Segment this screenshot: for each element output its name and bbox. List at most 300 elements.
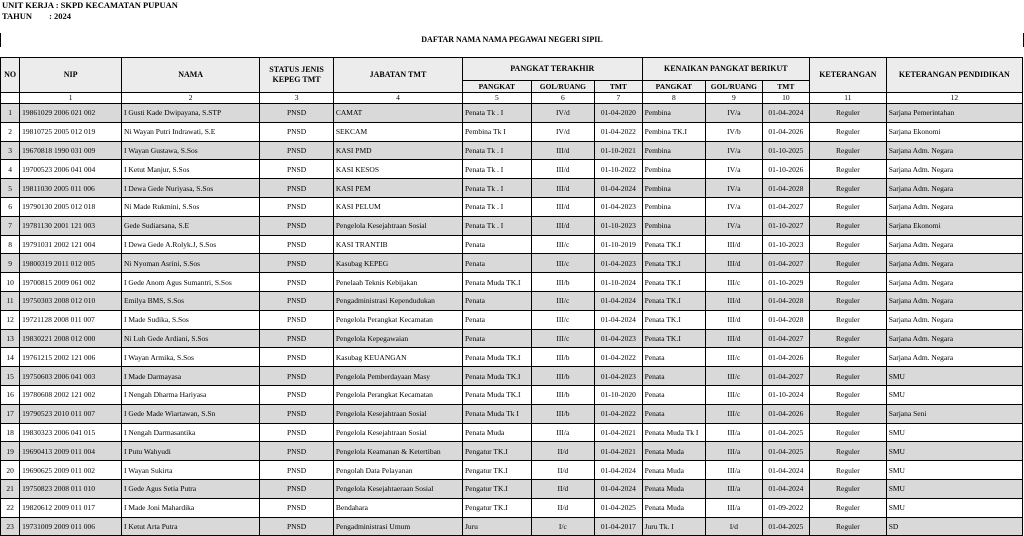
row-gol-ruang-cell: III/d (531, 179, 595, 198)
column-number-cell: 6 (531, 93, 595, 104)
row-no-cell: 22 (1, 498, 20, 517)
row-nip-cell: 19780608 2002 121 002 (20, 385, 122, 404)
row-no-cell: 21 (1, 479, 20, 498)
row-status-cell: PNSD (260, 273, 334, 292)
row-pangkat-berikut-cell: Penata TK.I (642, 254, 706, 273)
row-nama-cell: Ni Made Rukmini, S.Sos (122, 197, 260, 216)
row-nip-cell: 19820612 2009 011 017 (20, 498, 122, 517)
row-pangkat-berikut-cell: Penata TK.I (642, 273, 706, 292)
table-row (1, 179, 1023, 198)
row-ket-pendidikan-cell: Sarjana Adm. Negara (886, 141, 1022, 160)
row-gol-ruang-berikut-cell: IV/a (706, 160, 762, 179)
row-pangkat-berikut-cell: Penata (642, 385, 706, 404)
row-keterangan-cell: Reguler (810, 122, 887, 141)
row-nama-cell: I Nengah Dharma Hariyasa (122, 385, 260, 404)
col-kenaikan-header: KENAIKAN PANGKAT BERIKUT (642, 58, 809, 81)
row-no-cell: 8 (1, 235, 20, 254)
row-no-cell: 2 (1, 122, 20, 141)
row-ket-pendidikan-cell: SMU (886, 479, 1022, 498)
row-no-cell: 4 (1, 160, 20, 179)
row-gol-ruang-berikut-cell: III/a (706, 423, 762, 442)
row-nip-cell: 19750603 2006 041 003 (20, 367, 122, 386)
row-ket-pendidikan-cell: Sarjana Adm. Negara (886, 235, 1022, 254)
row-nama-cell: I Wayan Sukirta (122, 461, 260, 480)
row-nip-cell: 19700523 2006 041 004 (20, 160, 122, 179)
row-tmt-cell: 01-04-2023 (595, 329, 642, 348)
column-number-cell: 9 (706, 93, 762, 104)
row-nip-cell: 19750303 2008 012 010 (20, 291, 122, 310)
row-gol-ruang-berikut-cell: III/d (706, 329, 762, 348)
row-no-cell: 19 (1, 442, 20, 461)
row-tmt-berikut-cell: 01-04-2027 (762, 254, 809, 273)
row-ket-pendidikan-cell: Sarjana Ekonomi (886, 122, 1022, 141)
row-keterangan-cell: Reguler (810, 197, 887, 216)
row-gol-ruang-cell: II/d (531, 498, 595, 517)
row-gol-ruang-cell: II/d (531, 442, 595, 461)
row-tmt-cell: 01-10-2019 (595, 235, 642, 254)
row-gol-ruang-berikut-cell: I/d (706, 517, 762, 536)
row-no-cell: 13 (1, 329, 20, 348)
column-number-cell: 10 (762, 93, 809, 104)
page-title: DAFTAR NAMA NAMA PEGAWAI NEGERI SIPIL (421, 35, 603, 44)
row-nama-cell: Ni Wayan Putri Indrawati, S.E (122, 122, 260, 141)
row-gol-ruang-berikut-cell: III/c (706, 404, 762, 423)
column-number-cell: 5 (463, 93, 532, 104)
row-gol-ruang-berikut-cell: III/d (706, 291, 762, 310)
row-ket-pendidikan-cell: Sarjana Seni (886, 404, 1022, 423)
table-body (1, 104, 1023, 536)
row-keterangan-cell: Reguler (810, 329, 887, 348)
row-status-cell: PNSD (260, 423, 334, 442)
row-nip-cell: 19830221 2008 012 000 (20, 329, 122, 348)
row-keterangan-cell: Reguler (810, 498, 887, 517)
row-status-cell: PNSD (260, 385, 334, 404)
row-gol-ruang-cell: III/b (531, 348, 595, 367)
row-status-cell: PNSD (260, 141, 334, 160)
row-nama-cell: I Gede Agus Setia Putra (122, 479, 260, 498)
table-row (1, 104, 1023, 123)
row-tmt-cell: 01-04-2022 (595, 122, 642, 141)
row-pangkat-berikut-cell: Pembina TK.I (642, 122, 706, 141)
row-tmt-berikut-cell: 01-04-2028 (762, 179, 809, 198)
table-row (1, 160, 1023, 179)
row-tmt-berikut-cell: 01-10-2024 (762, 385, 809, 404)
row-nip-cell: 19790130 2005 012 018 (20, 197, 122, 216)
row-tmt-cell: 01-10-2023 (595, 216, 642, 235)
row-nip-cell: 19811030 2005 011 006 (20, 179, 122, 198)
row-status-cell: PNSD (260, 235, 334, 254)
row-tmt-cell: 01-04-2024 (595, 291, 642, 310)
row-nip-cell: 19761215 2002 121 006 (20, 348, 122, 367)
row-jabatan-cell: Pengelola Keamanan & Ketertiban (333, 442, 462, 461)
row-pangkat-berikut-cell: Penata TK.I (642, 310, 706, 329)
row-pangkat-cell: Penata Muda TK.I (463, 385, 532, 404)
row-jabatan-cell: Pengelola Perangkat Kecamatan (333, 385, 462, 404)
row-keterangan-cell: Reguler (810, 348, 887, 367)
row-pangkat-berikut-cell: Penata Muda Tk I (642, 423, 706, 442)
column-number-cell: 4 (333, 93, 462, 104)
table-row (1, 216, 1023, 235)
column-number-cell: 1 (20, 93, 122, 104)
row-pangkat-cell: Pengatur TK.I (463, 461, 532, 480)
row-jabatan-cell: KASI TRANTIB (333, 235, 462, 254)
row-nip-cell: 19690413 2009 011 004 (20, 442, 122, 461)
col-pangkat-header: PANGKAT (463, 81, 532, 93)
row-status-cell: PNSD (260, 310, 334, 329)
row-no-cell: 3 (1, 141, 20, 160)
row-pangkat-cell: Penata Tk . I (463, 141, 532, 160)
column-number-cell: 7 (595, 93, 642, 104)
row-no-cell: 6 (1, 197, 20, 216)
row-keterangan-cell: Reguler (810, 216, 887, 235)
row-jabatan-cell: Pengolah Data Pelayanan (333, 461, 462, 480)
col-status-header: STATUS JENIS KEPEG TMT (260, 58, 334, 93)
row-status-cell: PNSD (260, 348, 334, 367)
row-gol-ruang-berikut-cell: IV/b (706, 122, 762, 141)
row-tmt-cell: 01-10-2021 (595, 141, 642, 160)
row-no-cell: 20 (1, 461, 20, 480)
col-tmt2-header: TMT (762, 81, 809, 93)
row-nip-cell: 19721128 2008 011 007 (20, 310, 122, 329)
row-no-cell: 16 (1, 385, 20, 404)
row-status-cell: PNSD (260, 479, 334, 498)
row-nama-cell: I Nengah Darmasantika (122, 423, 260, 442)
row-status-cell: PNSD (260, 498, 334, 517)
row-tmt-cell: 01-04-2020 (595, 104, 642, 123)
row-jabatan-cell: Kasubag KEUANGAN (333, 348, 462, 367)
row-jabatan-cell: Pengelola Kesejahtraan Sosial (333, 404, 462, 423)
row-nama-cell: I Gede Made Wiartawan, S.Sn (122, 404, 260, 423)
row-pangkat-cell: Penata (463, 329, 532, 348)
row-tmt-berikut-cell: 01-04-2027 (762, 367, 809, 386)
row-status-cell: PNSD (260, 179, 334, 198)
row-nip-cell: 19731009 2009 011 006 (20, 517, 122, 536)
row-tmt-cell: 01-04-2024 (595, 479, 642, 498)
row-tmt-berikut-cell: 01-10-2026 (762, 160, 809, 179)
row-keterangan-cell: Reguler (810, 442, 887, 461)
row-gol-ruang-cell: IV/d (531, 104, 595, 123)
row-status-cell: PNSD (260, 442, 334, 461)
row-ket-pendidikan-cell: Sarjana Pemerintahan (886, 104, 1022, 123)
row-jabatan-cell: KASI PMD (333, 141, 462, 160)
row-gol-ruang-cell: III/a (531, 423, 595, 442)
row-keterangan-cell: Reguler (810, 479, 887, 498)
row-keterangan-cell: Reguler (810, 310, 887, 329)
row-keterangan-cell: Reguler (810, 517, 887, 536)
row-tmt-cell: 01-10-2022 (595, 160, 642, 179)
row-pangkat-cell: Penata Tk . I (463, 179, 532, 198)
row-gol-ruang-berikut-cell: III/c (706, 273, 762, 292)
row-jabatan-cell: KASI PEM (333, 179, 462, 198)
row-tmt-berikut-cell: 01-04-2025 (762, 517, 809, 536)
row-pangkat-cell: Penata (463, 235, 532, 254)
table-row (1, 141, 1023, 160)
row-jabatan-cell: Pengelola Kesejahtraan Sosial (333, 423, 462, 442)
row-gol-ruang-berikut-cell: III/d (706, 235, 762, 254)
row-keterangan-cell: Reguler (810, 179, 887, 198)
row-jabatan-cell: Pengelola Pemberdayaan Masy (333, 367, 462, 386)
row-no-cell: 15 (1, 367, 20, 386)
row-nip-cell: 19861029 2006 021 002 (20, 104, 122, 123)
row-keterangan-cell: Reguler (810, 461, 887, 480)
row-ket-pendidikan-cell: Sarjana Ekonomi (886, 216, 1022, 235)
col-no-header: NO (1, 58, 20, 93)
row-keterangan-cell: Reguler (810, 254, 887, 273)
row-ket-pendidikan-cell: Sarjana Adm. Negara (886, 160, 1022, 179)
row-tmt-berikut-cell: 01-10-2029 (762, 273, 809, 292)
row-nama-cell: I Dewa Gede Nuriyasa, S.Sos (122, 179, 260, 198)
row-tmt-berikut-cell: 01-04-2028 (762, 291, 809, 310)
row-pangkat-berikut-cell: Pembina (642, 160, 706, 179)
column-number-cell: 11 (810, 93, 887, 104)
row-jabatan-cell: Pengelola Kesejahtraan Sosial (333, 216, 462, 235)
row-nip-cell: 19670818 1990 031 009 (20, 141, 122, 160)
column-number-cell: 2 (122, 93, 260, 104)
column-number-cell: 8 (642, 93, 706, 104)
row-gol-ruang-berikut-cell: III/a (706, 479, 762, 498)
row-nama-cell: Ni Luh Gede Ardiani, S.Sos (122, 329, 260, 348)
row-status-cell: PNSD (260, 254, 334, 273)
table-row (1, 235, 1023, 254)
row-nama-cell: I Gusti Kade Dwipayana, S.STP (122, 104, 260, 123)
row-gol-ruang-cell: III/d (531, 160, 595, 179)
row-gol-ruang-berikut-cell: III/d (706, 310, 762, 329)
row-gol-ruang-berikut-cell: IV/a (706, 197, 762, 216)
row-tmt-berikut-cell: 01-10-2023 (762, 235, 809, 254)
row-no-cell: 14 (1, 348, 20, 367)
col-keterangan-header: KETERANGAN (810, 58, 887, 93)
row-tmt-cell: 01-04-2023 (595, 367, 642, 386)
row-no-cell: 9 (1, 254, 20, 273)
row-ket-pendidikan-cell: SMU (886, 385, 1022, 404)
row-pangkat-cell: Juru (463, 517, 532, 536)
row-no-cell: 10 (1, 273, 20, 292)
row-ket-pendidikan-cell: SMU (886, 498, 1022, 517)
row-gol-ruang-cell: I/c (531, 517, 595, 536)
col-nama-header: NAMA (122, 58, 260, 93)
row-keterangan-cell: Reguler (810, 423, 887, 442)
row-tmt-berikut-cell: 01-04-2028 (762, 310, 809, 329)
row-tmt-cell: 01-04-2021 (595, 423, 642, 442)
row-gol-ruang-berikut-cell: III/a (706, 461, 762, 480)
col-gol-ruang2-header: GOL/RUANG (706, 81, 762, 93)
row-pangkat-cell: Pengatur TK.I (463, 498, 532, 517)
row-pangkat-cell: Penata (463, 291, 532, 310)
row-pangkat-berikut-cell: Penata Muda (642, 498, 706, 517)
table-row (1, 348, 1023, 367)
row-ket-pendidikan-cell: Sarjana Adm. Negara (886, 273, 1022, 292)
row-tmt-berikut-cell: 01-04-2026 (762, 122, 809, 141)
row-pangkat-cell: Pembina Tk I (463, 122, 532, 141)
row-ket-pendidikan-cell: SMU (886, 367, 1022, 386)
row-tmt-berikut-cell: 01-04-2026 (762, 348, 809, 367)
row-gol-ruang-berikut-cell: III/a (706, 442, 762, 461)
row-status-cell: PNSD (260, 367, 334, 386)
row-nama-cell: I Made Joni Mahardika (122, 498, 260, 517)
table-row (1, 442, 1023, 461)
row-no-cell: 12 (1, 310, 20, 329)
row-keterangan-cell: Reguler (810, 367, 887, 386)
row-tmt-cell: 01-04-2024 (595, 310, 642, 329)
row-tmt-berikut-cell: 01-04-2027 (762, 197, 809, 216)
column-number-cell (1, 93, 20, 104)
row-nip-cell: 19700815 2009 061 002 (20, 273, 122, 292)
row-jabatan-cell: KASI PELUM (333, 197, 462, 216)
row-no-cell: 11 (1, 291, 20, 310)
row-ket-pendidikan-cell: SD (886, 517, 1022, 536)
tahun-label: TAHUN : 2024 (2, 11, 72, 21)
row-status-cell: PNSD (260, 216, 334, 235)
row-pangkat-berikut-cell: Penata (642, 348, 706, 367)
table-row (1, 197, 1023, 216)
column-number-row (1, 93, 1023, 104)
row-keterangan-cell: Reguler (810, 404, 887, 423)
row-keterangan-cell: Reguler (810, 104, 887, 123)
row-nama-cell: I Putu Wahyudi (122, 442, 260, 461)
col-ket-pendidikan-header: KETERANGAN PENDIDIKAN (886, 58, 1022, 93)
row-tmt-cell: 01-10-2020 (595, 385, 642, 404)
row-gol-ruang-berikut-cell: III/d (706, 254, 762, 273)
row-pangkat-berikut-cell: Pembina (642, 141, 706, 160)
row-tmt-cell: 01-04-2024 (595, 179, 642, 198)
row-nama-cell: Gede Sudiarsana, S.E (122, 216, 260, 235)
row-gol-ruang-berikut-cell: IV/a (706, 141, 762, 160)
row-gol-ruang-cell: III/b (531, 404, 595, 423)
row-pangkat-cell: Pengatur TK.I (463, 479, 532, 498)
row-jabatan-cell: Pengadministrasi Umum (333, 517, 462, 536)
row-jabatan-cell: Penelaah Teknis Kebijakan (333, 273, 462, 292)
row-tmt-berikut-cell: 01-04-2026 (762, 404, 809, 423)
row-keterangan-cell: Reguler (810, 291, 887, 310)
col-jabatan-header: JABATAN TMT (333, 58, 462, 93)
table-row (1, 423, 1023, 442)
row-gol-ruang-cell: II/d (531, 461, 595, 480)
row-nama-cell: I Gede Anom Agus Sumantri, S.Sos (122, 273, 260, 292)
table-row (1, 329, 1023, 348)
row-ket-pendidikan-cell: Sarjana Adm. Negara (886, 310, 1022, 329)
row-tmt-cell: 01-04-2022 (595, 404, 642, 423)
row-nip-cell: 19791031 2002 121 004 (20, 235, 122, 254)
row-gol-ruang-cell: III/c (531, 254, 595, 273)
table-row (1, 385, 1023, 404)
row-nip-cell: 19800319 2011 012 005 (20, 254, 122, 273)
row-pangkat-berikut-cell: Penata Muda (642, 442, 706, 461)
row-nama-cell: Emilya BMS, S.Sos (122, 291, 260, 310)
row-gol-ruang-cell: III/c (531, 310, 595, 329)
row-pangkat-berikut-cell: Pembina (642, 104, 706, 123)
row-keterangan-cell: Reguler (810, 160, 887, 179)
row-keterangan-cell: Reguler (810, 385, 887, 404)
row-gol-ruang-cell: III/b (531, 273, 595, 292)
row-tmt-berikut-cell: 01-09-2022 (762, 498, 809, 517)
row-pangkat-cell: Pengatur TK.I (463, 442, 532, 461)
row-gol-ruang-cell: III/c (531, 235, 595, 254)
row-gol-ruang-cell: III/b (531, 385, 595, 404)
row-ket-pendidikan-cell: Sarjana Adm. Negara (886, 329, 1022, 348)
row-nama-cell: I Wayan Gustawa, S.Sos (122, 141, 260, 160)
table-row (1, 367, 1023, 386)
row-gol-ruang-berikut-cell: III/a (706, 498, 762, 517)
row-gol-ruang-berikut-cell: III/c (706, 348, 762, 367)
row-nama-cell: I Ketut Manjur, S.Sos (122, 160, 260, 179)
row-nama-cell: I Dewa Gede A.Rolyk.J, S.Sos (122, 235, 260, 254)
row-jabatan-cell: Pengelola Kepegawaian (333, 329, 462, 348)
table-row (1, 461, 1023, 480)
row-tmt-berikut-cell: 01-04-2024 (762, 479, 809, 498)
row-nip-cell: 19750823 2008 011 010 (20, 479, 122, 498)
row-pangkat-cell: Penata (463, 254, 532, 273)
row-no-cell: 7 (1, 216, 20, 235)
row-tmt-cell: 01-04-2025 (595, 498, 642, 517)
table-row (1, 404, 1023, 423)
row-status-cell: PNSD (260, 197, 334, 216)
col-tmt-header: TMT (595, 81, 642, 93)
row-gol-ruang-berikut-cell: III/c (706, 385, 762, 404)
row-keterangan-cell: Reguler (810, 273, 887, 292)
row-keterangan-cell: Reguler (810, 235, 887, 254)
row-status-cell: PNSD (260, 517, 334, 536)
row-tmt-cell: 01-04-2023 (595, 254, 642, 273)
row-gol-ruang-cell: IV/d (531, 122, 595, 141)
col-nip-header: NIP (20, 58, 122, 93)
row-tmt-berikut-cell: 01-10-2025 (762, 141, 809, 160)
row-gol-ruang-berikut-cell: IV/a (706, 179, 762, 198)
row-pangkat-berikut-cell: Penata Muda (642, 479, 706, 498)
row-gol-ruang-berikut-cell: IV/a (706, 104, 762, 123)
row-ket-pendidikan-cell: Sarjana Adm. Negara (886, 197, 1022, 216)
col-pangkat2-header: PANGKAT (642, 81, 706, 93)
row-tmt-berikut-cell: 01-04-2025 (762, 423, 809, 442)
row-nama-cell: I Made Sudika, S.Sos (122, 310, 260, 329)
row-pangkat-berikut-cell: Penata TK.I (642, 329, 706, 348)
row-status-cell: PNSD (260, 404, 334, 423)
row-pangkat-cell: Penata Tk . I (463, 104, 532, 123)
row-pangkat-berikut-cell: Juru Tk. I (642, 517, 706, 536)
row-gol-ruang-cell: III/d (531, 197, 595, 216)
row-pangkat-berikut-cell: Pembina (642, 197, 706, 216)
row-gol-ruang-cell: III/c (531, 291, 595, 310)
row-pangkat-berikut-cell: Penata Muda (642, 461, 706, 480)
row-pangkat-cell: Penata (463, 310, 532, 329)
row-tmt-berikut-cell: 01-10-2027 (762, 216, 809, 235)
table-row (1, 498, 1023, 517)
row-ket-pendidikan-cell: Sarjana Adm. Negara (886, 179, 1022, 198)
row-gol-ruang-berikut-cell: III/c (706, 367, 762, 386)
row-pangkat-berikut-cell: Pembina (642, 179, 706, 198)
row-nama-cell: I Made Darmayasa (122, 367, 260, 386)
row-ket-pendidikan-cell: Sarjana Adm. Negara (886, 291, 1022, 310)
row-nama-cell: I Wayan Armika, S.Sos (122, 348, 260, 367)
row-nip-cell: 19690625 2009 011 002 (20, 461, 122, 480)
row-pangkat-cell: Penata Muda (463, 423, 532, 442)
row-pangkat-berikut-cell: Penata (642, 367, 706, 386)
row-tmt-cell: 01-04-2024 (595, 461, 642, 480)
row-gol-ruang-cell: III/c (531, 329, 595, 348)
row-tmt-berikut-cell: 01-04-2027 (762, 329, 809, 348)
row-pangkat-cell: Penata Muda TK.I (463, 273, 532, 292)
row-jabatan-cell: SEKCAM (333, 122, 462, 141)
row-gol-ruang-cell: III/d (531, 141, 595, 160)
col-pangkat-terakhir-header: PANGKAT TERAKHIR (463, 58, 643, 81)
row-tmt-berikut-cell: 01-04-2024 (762, 461, 809, 480)
row-jabatan-cell: Kasubag KEPEG (333, 254, 462, 273)
row-gol-ruang-cell: III/b (531, 367, 595, 386)
row-status-cell: PNSD (260, 291, 334, 310)
table-row (1, 273, 1023, 292)
row-pangkat-cell: Penata Muda TK.I (463, 348, 532, 367)
row-nip-cell: 19781130 2001 121 003 (20, 216, 122, 235)
row-gol-ruang-cell: III/d (531, 216, 595, 235)
